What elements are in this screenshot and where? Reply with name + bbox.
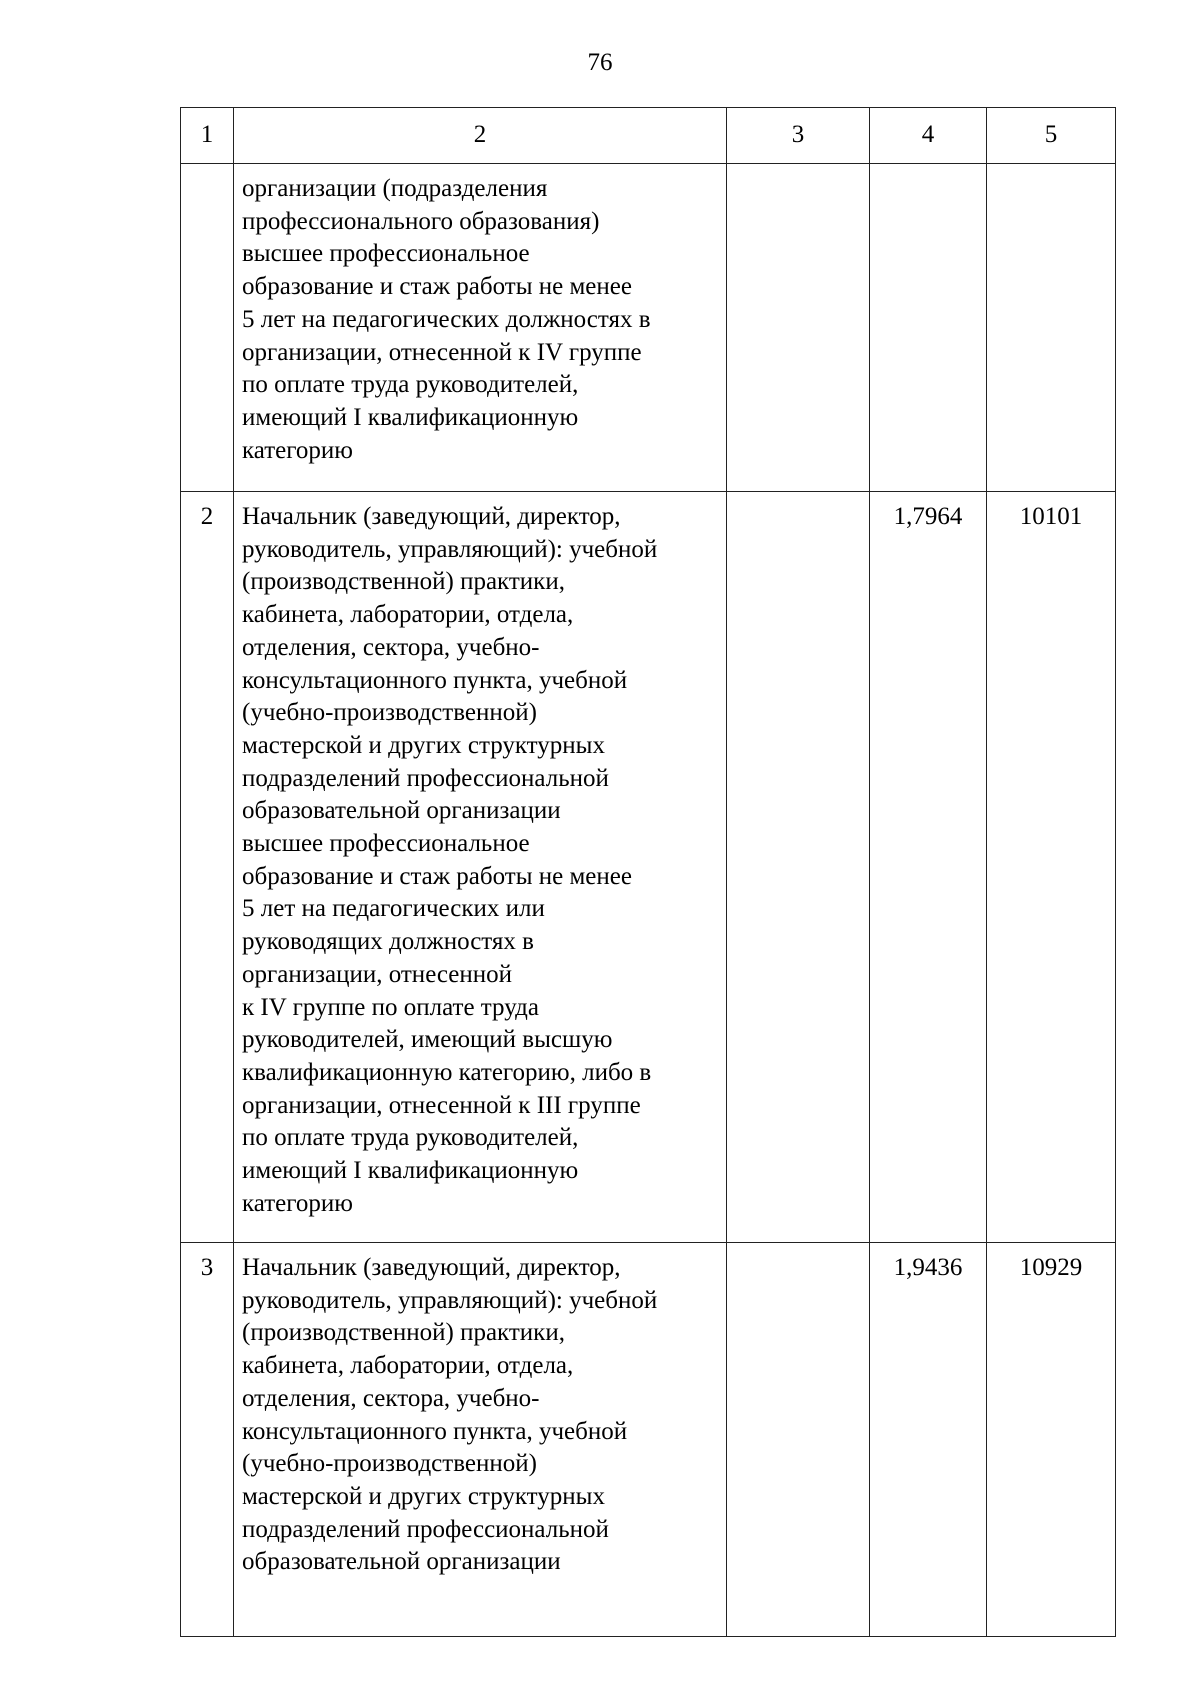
description-line: кабинета, лаборатории, отдела,: [242, 1352, 574, 1380]
description-line: по оплате труда руководителей,: [242, 1124, 579, 1152]
description-line: профессионального образования): [242, 207, 600, 235]
description-line: категорию: [242, 1189, 353, 1217]
description-line: (производственной) практики,: [242, 1319, 565, 1347]
description-line: образование и стаж работы не менее: [242, 273, 632, 301]
description-line: организации, отнесенной к III группе: [242, 1091, 641, 1119]
description-line: образовательной организации: [242, 1548, 561, 1576]
page-number: 76: [587, 49, 613, 76]
description-line: (учебно-производственной): [242, 699, 537, 727]
description-line: кабинета, лаборатории, отдела,: [242, 601, 574, 629]
description-line: образование и стаж работы не менее: [242, 862, 632, 890]
description-line: (учебно-производственной): [242, 1450, 537, 1478]
description-line: руководитель, управляющий): учебной: [242, 1286, 658, 1314]
description-line: руководителей, имеющий высшую: [242, 1026, 613, 1054]
position-description-cell: [234, 492, 727, 1243]
row-number-cell: 2: [181, 492, 234, 1243]
description-line: Начальник (заведующий, директор,: [242, 503, 621, 530]
table-row: [181, 164, 1116, 492]
description-line: консультационного пункта, учебной: [242, 666, 628, 694]
position-description-cell: [234, 1243, 727, 1637]
header-cell-4: 4: [870, 108, 987, 164]
description-line: отделения, сектора, учебно-: [242, 1384, 540, 1412]
salary-table: [180, 107, 1116, 1637]
salary-cell: 10101: [987, 492, 1116, 1243]
description-line: по оплате труда руководителей,: [242, 371, 579, 399]
description-line: Начальник (заведующий, директор,: [242, 1254, 621, 1281]
description-line: руководящих должностях в: [242, 928, 534, 956]
description-line: организации (подразделения: [242, 175, 548, 202]
description-line: образовательной организации: [242, 797, 561, 825]
position-description-cell: [234, 164, 727, 492]
table-row: [181, 1243, 1116, 1637]
description-line: имеющий I квалификационную: [242, 403, 579, 431]
description-line: имеющий I квалификационную: [242, 1157, 579, 1185]
coefficient-cell: [870, 164, 987, 492]
coefficient-cell: 1,7964: [870, 492, 987, 1243]
description-line: высшее профессиональное: [242, 240, 530, 268]
header-cell-5: 5: [987, 108, 1116, 164]
description-line: организации, отнесенной к IV группе: [242, 338, 642, 366]
column-3-cell: [727, 1243, 870, 1637]
description-line: 5 лет на педагогических должностях в: [242, 305, 651, 333]
description-line: мастерской и других структурных: [242, 1482, 605, 1510]
description-line: 5 лет на педагогических или: [242, 895, 545, 923]
description-line: категорию: [242, 436, 353, 464]
row-number-cell: [181, 164, 234, 492]
column-3-cell: [727, 164, 870, 492]
description-line: организации, отнесенной: [242, 960, 513, 988]
table-header-row: [181, 108, 1116, 164]
description-line: отделения, сектора, учебно-: [242, 633, 540, 661]
salary-cell: 10929: [987, 1243, 1116, 1637]
description-line: подразделений профессиональной: [242, 764, 609, 792]
description-line: консультационного пункта, учебной: [242, 1417, 628, 1445]
description-line: руководитель, управляющий): учебной: [242, 535, 658, 563]
description-line: квалификационную категорию, либо в: [242, 1058, 652, 1086]
table-row: [181, 492, 1116, 1243]
description-line: подразделений профессиональной: [242, 1515, 609, 1543]
header-cell-1: 1: [181, 108, 234, 164]
row-number-cell: 3: [181, 1243, 234, 1637]
header-cell-2: 2: [234, 108, 727, 164]
description-line: мастерской и других структурных: [242, 731, 605, 759]
salary-cell: [987, 164, 1116, 492]
header-cell-3: 3: [727, 108, 870, 164]
description-line: (производственной) практики,: [242, 568, 565, 596]
coefficient-cell: 1,9436: [870, 1243, 987, 1637]
description-line: высшее профессиональное: [242, 830, 530, 858]
column-3-cell: [727, 492, 870, 1243]
description-line: к IV группе по оплате труда: [242, 993, 539, 1021]
